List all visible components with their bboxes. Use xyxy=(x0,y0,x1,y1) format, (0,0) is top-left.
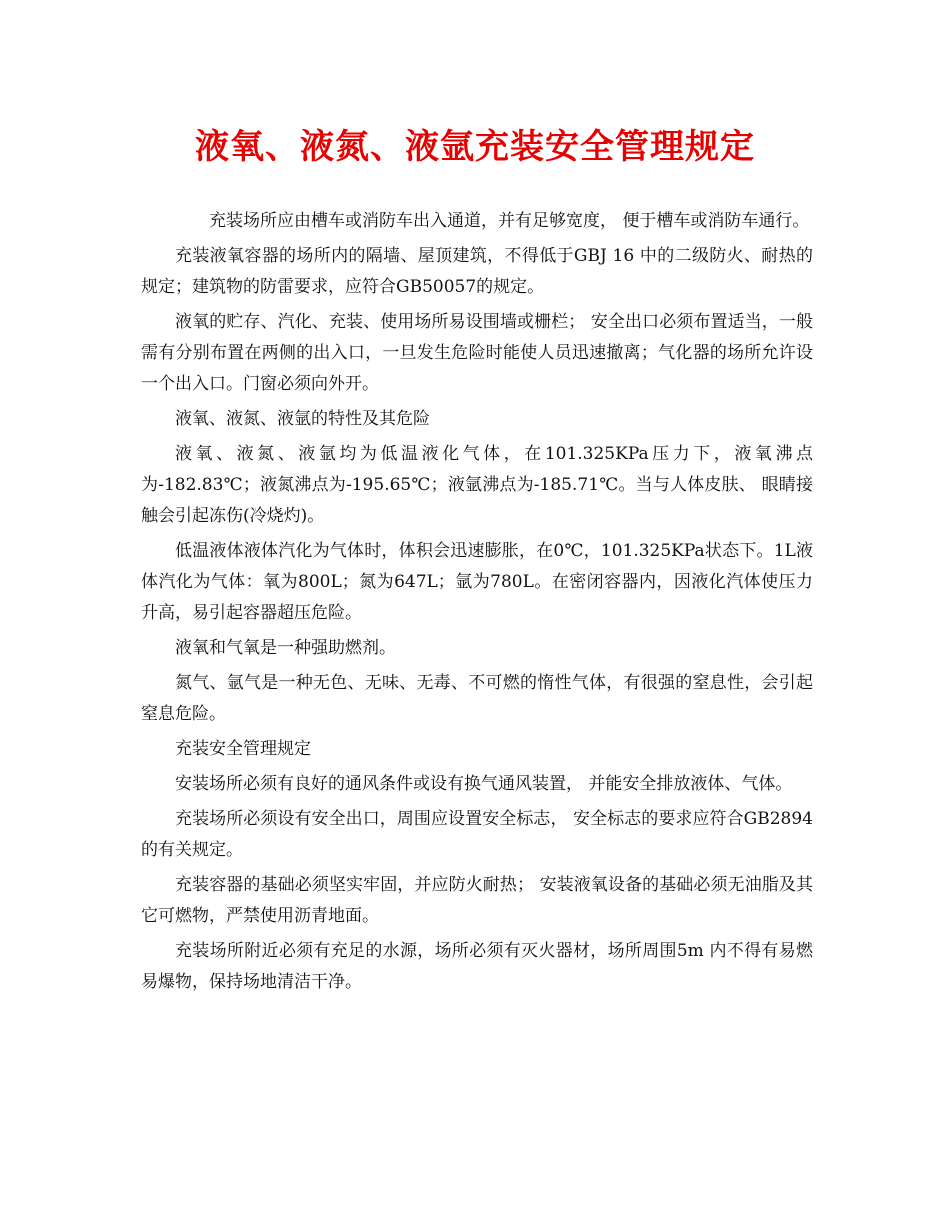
paragraph-12: 充装容器的基础必须坚实牢固，并应防火耐热； 安装液氧设备的基础必须无油脂及其它可燃物，严禁使用沥青地面。 xyxy=(141,875,813,926)
paragraph-7: 液氧和气氧是一种强助燃剂。 xyxy=(175,638,396,658)
document-body xyxy=(141,206,813,1002)
document-title: 液氧、液氮、液氩充装安全管理规定 xyxy=(195,127,755,167)
paragraph-8: 氮气、氩气是一种无色、无味、无毒、不可燃的惰性气体，有很强的窒息性，会引起窒息危险。 xyxy=(141,673,813,724)
paragraph-1: 充装场所应由槽车或消防车出入通道，并有足够宽度， 便于槽车或消防车通行。 xyxy=(209,211,810,231)
paragraph-13: 充装场所附近必须有充足的水源，场所必须有灭火器材，场所周围5m 内不得有易燃易爆物，保持场地清洁干净。 xyxy=(141,941,813,992)
paragraph-6: 低温液体液体汽化为气体时，体积会迅速膨胀，在0℃，101.325KPa状态下。1L液体汽化为气体：氧为800L；氮为647L；氩为780L。在密闭容器内，因液化汽体使压力升高，易引起容器超压危险。 xyxy=(141,541,813,623)
paragraph-11: 充装场所必须设有安全出口，周围应设置安全标志， 安全标志的要求应符合GB2894的有关规定。 xyxy=(141,809,813,860)
paragraph-10: 安装场所必须有良好的通风条件或设有换气通风装置， 并能安全排放液体、气体。 xyxy=(175,774,793,794)
paragraph-2: 充装液氧容器的场所内的隔墙、屋顶建筑，不得低于GBJ 16 中的二级防火、耐热的规定；建筑物的防雷要求，应符合GB50057的规定。 xyxy=(141,246,813,297)
section-heading-properties: 液氧、液氮、液氩的特性及其危险 xyxy=(175,409,430,429)
paragraph-3: 液氧的贮存、汽化、充装、使用场所易设围墙或栅栏； 安全出口必须布置适当，一般需有分别布置在两侧的出入口，一旦发生危险时能使人员迅速撤离；气化器的场所允许设一个出入口。门窗必须向外开。 xyxy=(141,312,813,394)
paragraph-5: 液氧、液氮、液氩均为低温液化气体，在101.325KPa压力下，液氧沸点为-182.83℃；液氮沸点为-195.65℃；液氩沸点为-185.71℃。当与人体皮肤、 眼睛接触会引起冻伤(冷烧灼)。 xyxy=(141,444,813,526)
section-heading-rules: 充装安全管理规定 xyxy=(175,739,311,759)
